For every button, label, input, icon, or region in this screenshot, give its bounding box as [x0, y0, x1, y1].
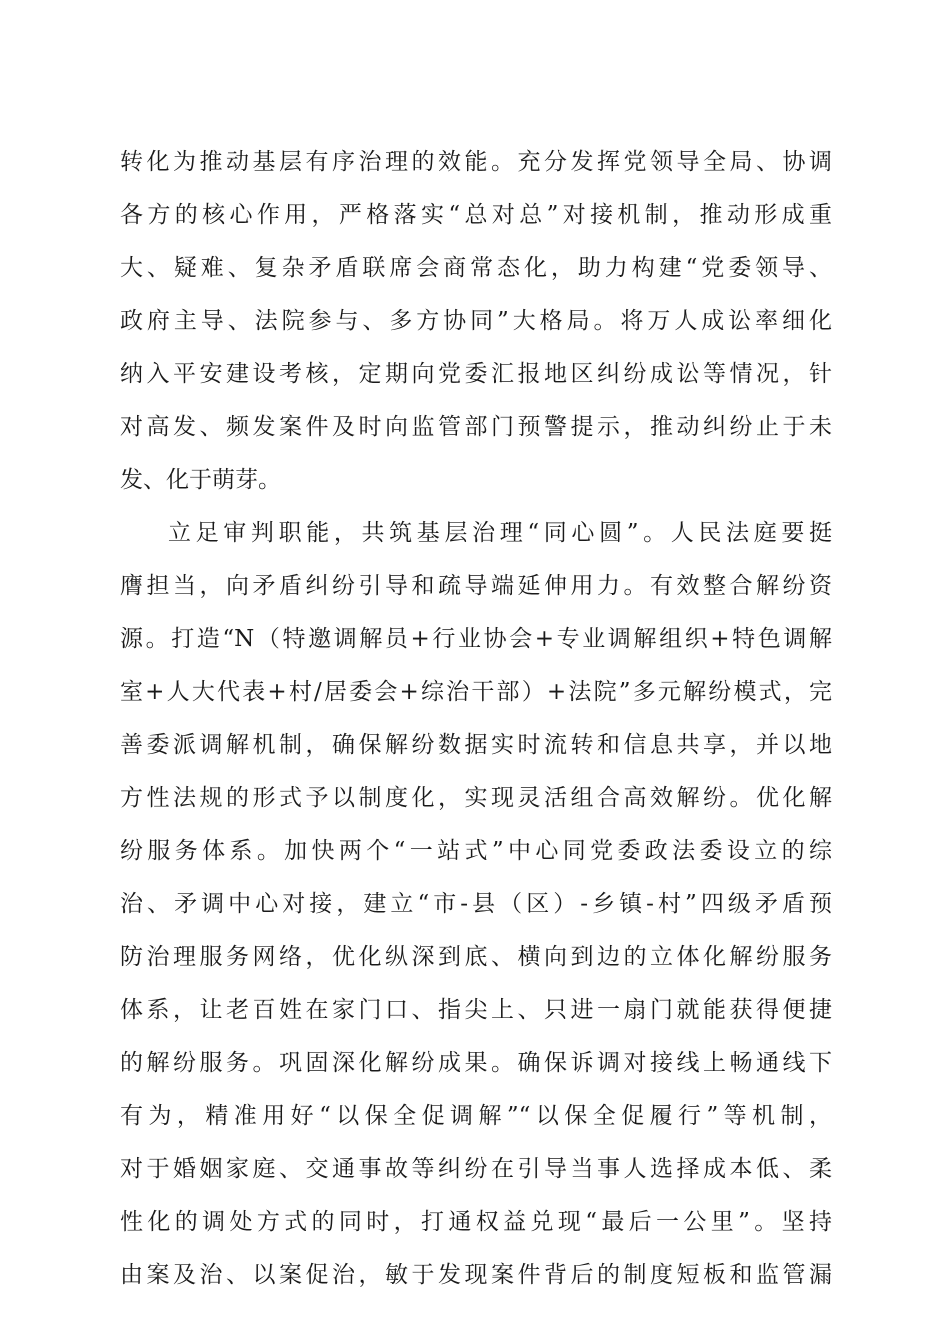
- text-line: 各方的核心作用，严格落实“总对总”对接机制，推动形成重: [120, 202, 832, 228]
- text-line: 发、化于萌芽。: [120, 467, 281, 493]
- body-text: [120, 136, 832, 1302]
- text-line: 方性法规的形式予以制度化，实现灵活组合高效解纷。优化解: [120, 785, 832, 811]
- paragraph-1: [120, 136, 832, 507]
- text-line: 转化为推动基层有序治理的效能。充分发挥党领导全局、协调: [120, 149, 832, 175]
- text-line: 善委派调解机制，确保解纷数据实时流转和信息共享，并以地: [120, 732, 832, 758]
- text-line: 体系，让老百姓在家门口、指尖上、只进一扇门就能获得便捷: [120, 997, 832, 1023]
- text-line: 由案及治、以案促治，敏于发现案件背后的制度短板和监管漏: [120, 1262, 832, 1288]
- text-line: 室+人大代表+村/居委会+综治干部）+法院”多元解纷模式，完: [120, 679, 832, 705]
- text-line: 纳入平安建设考核，定期向党委汇报地区纠纷成讼等情况，针: [120, 361, 832, 387]
- text-line: 大、疑难、复杂矛盾联席会商常态化，助力构建“党委领导、: [120, 255, 832, 281]
- paragraph-2: [120, 507, 832, 1302]
- text-line: 性化的调处方式的同时，打通权益兑现“最后一公里”。坚持: [120, 1209, 832, 1235]
- text-line: 对高发、频发案件及时向监管部门预警提示，推动纠纷止于未: [120, 414, 832, 440]
- text-line: 对于婚姻家庭、交通事故等纠纷在引导当事人选择成本低、柔: [120, 1156, 832, 1182]
- text-line: 立足审判职能，共筑基层治理“同心圆”。人民法庭要挺: [168, 520, 832, 546]
- text-line: 膺担当，向矛盾纠纷引导和疏导端延伸用力。有效整合解纷资: [120, 573, 832, 599]
- text-line: 源。打造“N（特邀调解员+行业协会+专业调解组织+特色调解: [120, 626, 832, 652]
- text-line: 纷服务体系。加快两个“一站式”中心同党委政法委设立的综: [120, 838, 832, 864]
- text-line: 治、矛调中心对接，建立“市-县（区）-乡镇-村”四级矛盾预: [120, 891, 832, 917]
- text-line: 的解纷服务。巩固深化解纷成果。确保诉调对接线上畅通线下: [120, 1050, 832, 1076]
- text-line: 防治理服务网络，优化纵深到底、横向到边的立体化解纷服务: [120, 944, 832, 970]
- text-line: 政府主导、法院参与、多方协同”大格局。将万人成讼率细化: [120, 308, 832, 334]
- text-line: 有为，精准用好“以保全促调解”“以保全促履行”等机制，: [120, 1103, 832, 1129]
